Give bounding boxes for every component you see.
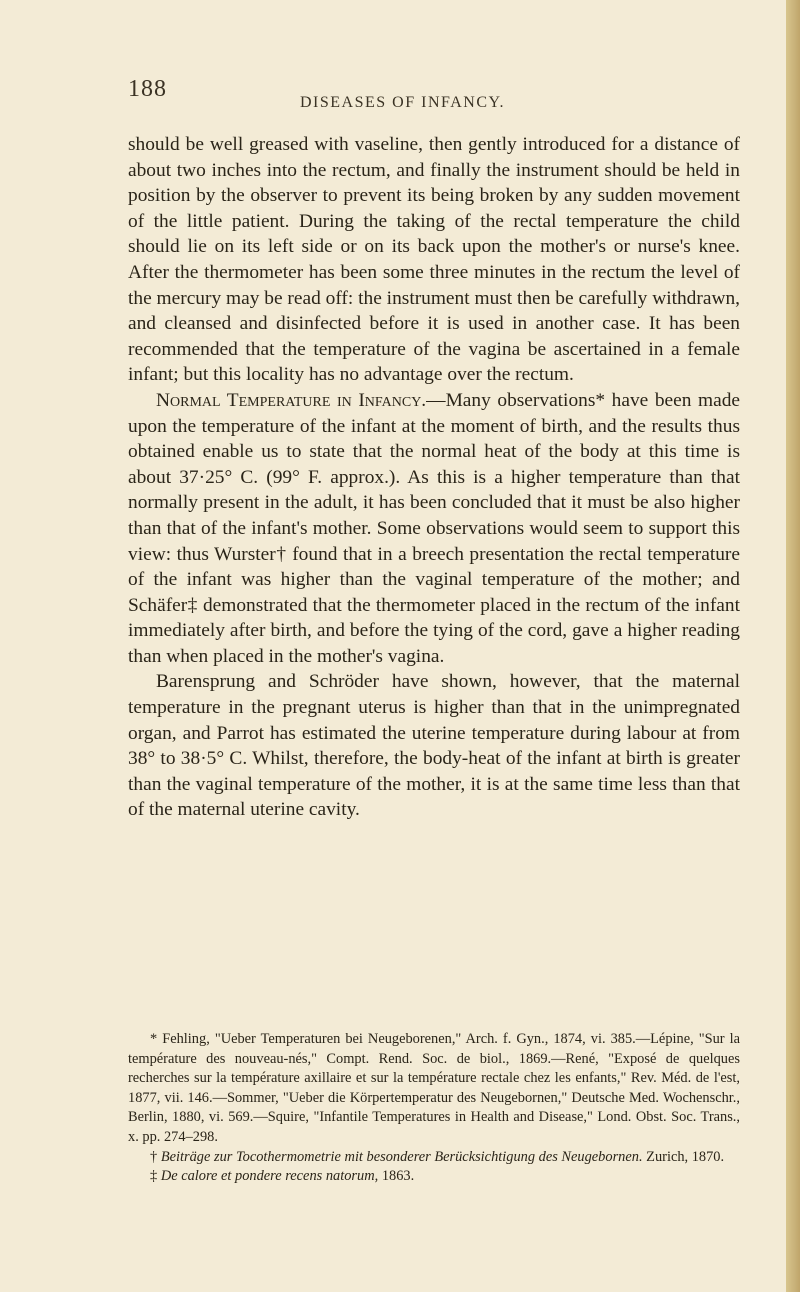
running-head: DISEASES OF INFANCY.	[300, 94, 505, 111]
paragraph-2	[128, 388, 740, 670]
footnotes	[128, 1030, 740, 1187]
footnote-1: * Fehling, "Ueber Temperaturen bei Neugeborenen," Arch. f. Gyn., 1874, vi. 385.—Lépine, "Sur la température des nouveau-nés," Compt. Rend. Soc. de biol., 1869.—René, "Exposé de quelques recherches sur la température axillaire et sur la température rectale chez les enfants," Rev. Méd. de l'est, 1877, vii. 146.—Sommer, "Ueber die Körpertemperatur des Neugebornen," Deutsche Med. Wochenschr., Berlin, 1880, vi. 569.—Squire, "Infantile Temperatures in Health and Disease," Lond. Obst. Soc. Trans., x. pp. 274–298.	[128, 1031, 740, 1145]
footnote-2-title: Beiträge zur Tocothermometrie mit besonderer Berücksichtigung des Neugebornen.	[160, 1148, 643, 1165]
page-number: 188	[128, 76, 167, 102]
section-heading: Normal Temperature in Infancy.	[156, 389, 427, 411]
footnote-3	[128, 1167, 740, 1187]
paragraph-3: Barensprung and Schröder have shown, however, that the maternal temperature in the pregnant uterus is higher than that in the unimpregnated organ, and Parrot has estimated the uterine temperature during labour at from 38° to 38·5° C. Whilst, therefore, the body-heat of the infant at birth is greater than the vaginal temperature of the mother, it is at the same time less than that of the maternal uterine cavity.	[128, 671, 740, 821]
footnote-3-mark: ‡	[150, 1168, 158, 1185]
paragraph-2-text: —Many observations* have been made upon the temperature of the infant at the moment of birth, and the results thus obtained enable us to state that the normal heat of the body at this time is about 37·25° C. (99° F. approx.). As this is a higher temperature than that normally present in the adult, it has been concluded that it must be also higher than that of the infant's mother. Some observations would seem to support this view: thus Wurster† found that in a breech presentation the rectal temperature of the infant was higher than the vaginal temperature of the mother; and Schäfer‡ demonstrated that the thermometer placed in the rectum of the infant immediately after birth, and before the tying of the cord, gave a higher reading than when placed in the mother's vagina.	[128, 389, 740, 667]
footnote-2-mark: †	[150, 1148, 158, 1165]
footnote-2	[128, 1148, 740, 1168]
footnote-3-rest: 1863.	[381, 1168, 415, 1185]
footnote-2-rest: Zurich, 1870.	[646, 1148, 725, 1165]
footnote-3-title: De calore et pondere recens natorum,	[160, 1168, 379, 1185]
body-text	[128, 132, 740, 823]
paragraph-1: should be well greased with vaseline, then gently introduced for a distance of about two inches into the rectum, and finally the instrument should be held in position by the observer to prevent its being broken by any sudden movement of the little patient. During the taking of the rectal temperature the child should lie on its left side or on its back upon the mother's or nurse's knee. After the thermometer has been some three minutes in the rectum the level of the mercury may be read off: the instrument must then be carefully withdrawn, and cleansed and disinfected before it is used in another case. It has been recommended that the temperature of the vagina be ascertained in a female infant; but this locality has no advantage over the rectum.	[128, 134, 740, 386]
page-edge	[786, 0, 800, 1292]
